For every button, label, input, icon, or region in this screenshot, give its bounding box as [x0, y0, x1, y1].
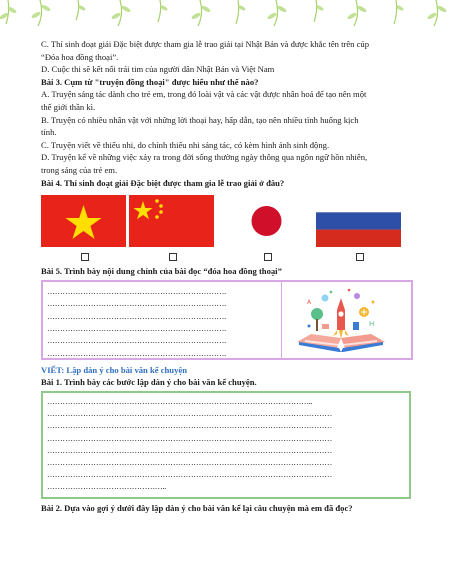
option-c-line2: “Đóa hoa đồng thoại”.	[41, 51, 119, 62]
option-c-line1: C. Thí sinh đoạt giải Đặc biệt được tham gia lễ trao giải tại Nhật Bản và được khắc tên trên cúp	[41, 39, 370, 49]
bai3-title: Bài 3. Cụm từ "truyện đồng thoại" được hiểu như thế nào?	[41, 76, 259, 87]
china-flag	[129, 195, 214, 247]
viet-bai2-title: Bài 2. Dựa vào gợi ý dưới đây lập dàn ý cho bài văn kể lại câu chuyện mà em đã đọc?	[41, 502, 353, 513]
box-divider	[281, 282, 282, 358]
answer-line[interactable]: …………………………………………………………………………………………………	[47, 457, 332, 467]
viet-section-heading: VIẾT: Lập dàn ý cho bài văn kể chuyện	[41, 364, 187, 375]
flag-checkbox-row	[41, 251, 413, 265]
bai3-option-c: C. Truyện viết về thiếu nhi, do chính thiếu nhi sáng tác, có kèm hình ảnh sinh động.	[41, 139, 330, 150]
answer-line[interactable]: …………………………………………………………….	[47, 311, 226, 321]
flag-options	[41, 193, 413, 251]
leaf-border-decoration	[0, 0, 450, 30]
worksheet-content	[41, 38, 413, 515]
bai3-option-a-line2: thế giới thần kì.	[41, 101, 96, 112]
answer-line[interactable]: …………………………………………………………….	[47, 348, 226, 358]
answer-line[interactable]: …………………………………………………………………………………………..	[47, 396, 313, 406]
viet-bai1-answer-box	[41, 391, 411, 499]
answer-line[interactable]: …………………………………………………………………………………………………	[47, 445, 332, 455]
answer-line[interactable]: …………………………………………………………….	[47, 286, 226, 296]
bai3-option-b-line2: tính.	[41, 127, 57, 138]
answer-line[interactable]: …………………………………………………………………………………………………	[47, 433, 332, 443]
answer-line[interactable]: …………………………………………………………………………………………………	[47, 409, 332, 419]
bai5-answer-box	[41, 280, 413, 360]
bai5-title: Bài 5. Trình bày nội dung chính của bài đọc “đóa hoa đồng thoại”	[41, 266, 282, 277]
answer-line[interactable]: …………………………………………………………….	[47, 299, 226, 309]
japan-flag	[224, 195, 309, 247]
bai3-option-d-line1: D. Truyện kể về những việc xảy ra trong đời sống thường ngày thông qua ngôn ngữ hồn nhiên,	[41, 152, 368, 163]
bai5-answer-lines	[47, 286, 279, 360]
answer-line[interactable]: …………………………………………………………….	[47, 336, 226, 346]
bai4-title: Bài 4. Thí sinh đoạt giải Đặc biệt được tham gia lễ trao giải ở đâu?	[41, 177, 285, 188]
russia-flag	[316, 195, 401, 247]
bai3-option-a-line1: A. Truyện sáng tác dành cho trẻ em, trong đó loài vật và các vật được nhân hoá để tạo nên một	[41, 89, 367, 100]
vietnam-flag	[41, 195, 126, 247]
bai3-option-b-line1: B. Truyện có nhiều nhân vật với những lời thoại hay, hấp dẫn, tạo nên nhiều tình huống kịch	[41, 114, 359, 125]
answer-line[interactable]: …………………………………………………………………………………………………	[47, 421, 332, 431]
checkbox-japan[interactable]	[264, 253, 272, 261]
checkbox-vietnam[interactable]	[81, 253, 89, 261]
answer-line[interactable]: ………………………………………..	[47, 482, 166, 492]
checkbox-russia[interactable]	[356, 253, 364, 261]
bai3-option-d-line2: trong sáng của trẻ em.	[41, 164, 118, 175]
svg-text:A: A	[307, 298, 312, 306]
option-d: D. Cuộc thi sẽ kết nối trái tim của người dân Nhật Bản và Việt Nam	[41, 64, 275, 75]
answer-line[interactable]: …………………………………………………………………………………………………	[47, 470, 332, 480]
svg-text:H: H	[369, 319, 375, 328]
checkbox-china[interactable]	[169, 253, 177, 261]
open-book-illustration	[291, 284, 391, 356]
answer-line[interactable]: …………………………………………………………….	[47, 323, 226, 333]
viet-bai1-title: Bài 1. Trình bày các bước lập dàn ý cho bài văn kể chuyện.	[41, 377, 257, 388]
